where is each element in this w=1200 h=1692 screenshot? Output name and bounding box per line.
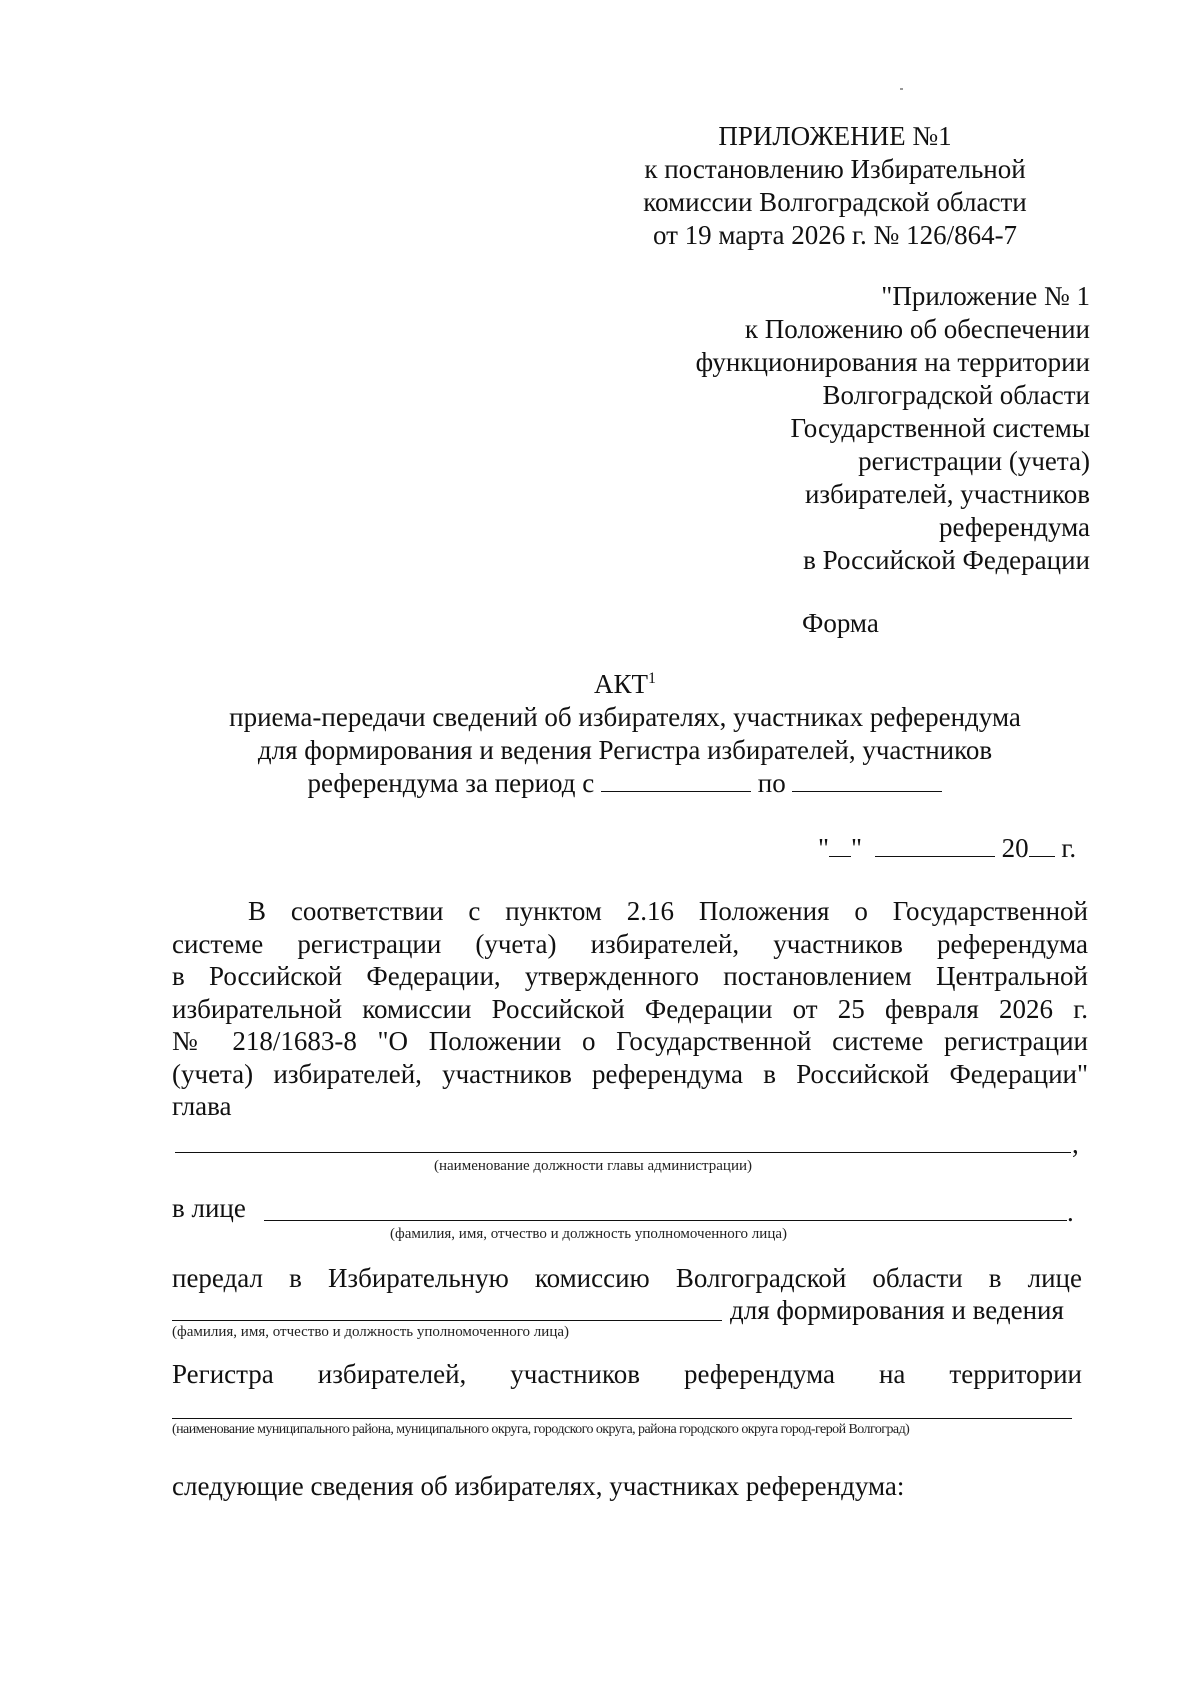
body-line: избирательной комиссии Российской Федерации от 25 февраля 2026 г.	[172, 993, 1088, 1024]
territory-caption: (наименование муниципального района, муниципального округа, городского округа, района городского округа город-герой Волгоград)	[172, 1422, 910, 1437]
regulation-line: Волгоградской области	[822, 380, 1090, 410]
scan-speck	[900, 88, 903, 90]
regulation-line: к Положению об обеспечении	[744, 314, 1090, 344]
appendix-line: к постановлению Избирательной	[644, 154, 1026, 184]
register-line: Регистра избирателей, участников референдума на территории	[172, 1359, 1082, 1389]
body-paragraph	[172, 895, 1088, 1123]
closing-sentence: следующие сведения об избирателях, участниках референдума:	[172, 1471, 905, 1501]
act-title-block	[160, 668, 1090, 800]
head-position-caption: (наименование должности главы администрации)	[434, 1158, 753, 1174]
period-end-field[interactable]	[792, 769, 942, 792]
regulation-line: Государственной системы	[790, 413, 1090, 443]
regulation-line: избирателей, участников	[804, 479, 1090, 509]
transfer-caption: (фамилия, имя, отчество и должность уполномоченного лица)	[172, 1324, 570, 1340]
date-day-field[interactable]	[829, 834, 851, 857]
date-line: " " 20 г.	[818, 833, 1077, 863]
territory-field[interactable]	[172, 1418, 1072, 1419]
appendix-line: от 19 марта 2026 г. № 126/864-7	[652, 220, 1018, 250]
body-line: № 218/1683-8 "О Положении о Государственной системе регистрации	[172, 1026, 1088, 1056]
appendix-title: ПРИЛОЖЕНИЕ №1	[718, 121, 952, 151]
act-title: АКТ$^1$	[594, 669, 656, 699]
regulation-line: "Приложение № 1	[881, 281, 1090, 311]
appendix-line: комиссии Волгоградской области	[643, 187, 1027, 217]
act-period: референдума за период с по	[160, 767, 1090, 800]
transfer-person-field[interactable]	[172, 1320, 722, 1321]
in-person-field[interactable]	[264, 1220, 1067, 1221]
act-subtitle: приема-передачи сведений об избирателях, участниках референдума	[229, 702, 1021, 732]
date-year-field[interactable]	[1029, 834, 1055, 857]
date-month-field[interactable]	[875, 834, 995, 857]
regulation-reference	[600, 280, 1090, 577]
in-person-caption: (фамилия, имя, отчество и должность уполномоченного лица)	[390, 1226, 788, 1242]
transfer-suffix: для формирования и ведения	[730, 1295, 1064, 1325]
head-comma: ,	[1072, 1129, 1079, 1159]
body-line: глава	[172, 1091, 232, 1121]
body-line: системе регистрации (учета) избирателей, участников референдума	[172, 928, 1088, 959]
head-position-field[interactable]	[175, 1152, 1071, 1153]
body-line: в Российской Федерации, утвержденного постановлением Центральной	[172, 961, 1088, 991]
period-start-field[interactable]	[601, 769, 751, 792]
regulation-line: функционирования на территории	[695, 347, 1090, 377]
body-line: (учета) избирателей, участников референдума в Российской Федерации"	[172, 1058, 1088, 1089]
regulation-line: в Российской Федерации	[803, 545, 1090, 575]
form-label: Форма	[802, 608, 879, 638]
appendix-header	[600, 120, 1070, 252]
regulation-line: регистрации (учета)	[858, 446, 1090, 476]
footnote-mark: 1	[648, 670, 656, 687]
in-person-label: в лице	[172, 1193, 246, 1223]
regulation-line: референдума	[939, 512, 1090, 542]
transfer-line: передал в Избирательную комиссию Волгоградской области в лице	[172, 1263, 1082, 1293]
act-subtitle: для формирования и ведения Регистра избирателей, участников	[257, 735, 993, 765]
in-person-dot: .	[1067, 1197, 1074, 1227]
body-line: В соответствии с пунктом 2.16 Положения о Государственной	[248, 896, 1088, 926]
